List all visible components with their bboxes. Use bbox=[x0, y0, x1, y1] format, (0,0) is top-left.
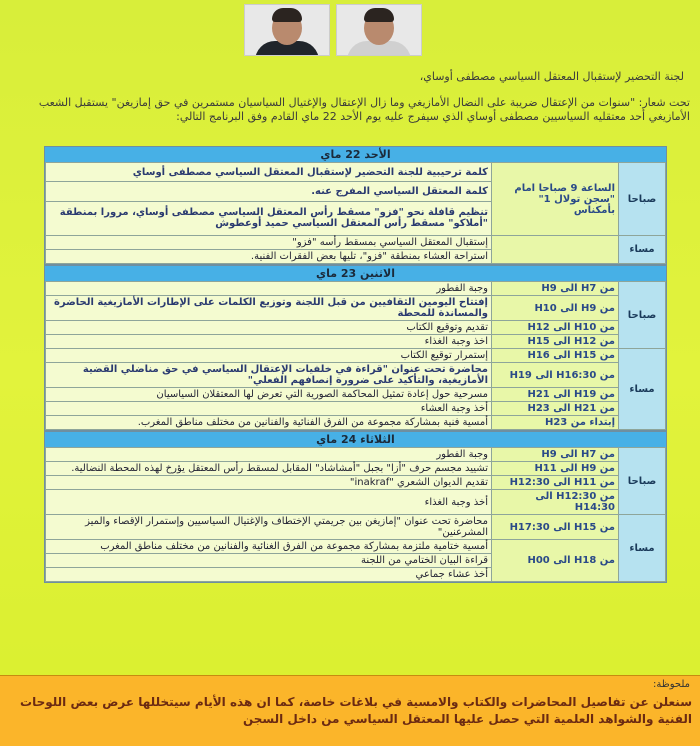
activity-cell: مسرحية حول إعادة تمثيل المحاكمة الصورية التي تعرض لها المعتقلان السياسيان bbox=[46, 388, 492, 402]
portraits bbox=[244, 4, 434, 54]
time-cell: الساعة 9 صباحا امام "سجن تولال 1" بأمكناس bbox=[492, 163, 619, 236]
table-row bbox=[46, 321, 666, 335]
table-row bbox=[46, 236, 666, 250]
activity-cell: تقديم الديوان الشعري "inakraf" bbox=[46, 476, 492, 490]
intro-line-2: تحت شعار: "سنوات من الإعتقال ضريبة على النضال الأمازيغي وما زال الإعتقال والإغتيال السياسيان مستمرين في حق إمازيغن" يستقبل الشعب الأمازيغي أحد معتقليه السياسيين مصطفى أوساي الذي سيفرج عليه يوم الأحد 22 ماي القادم وفق البرنامج التالي: bbox=[38, 96, 690, 123]
activity-cell: وجبة الفطور bbox=[46, 448, 492, 462]
period-cell: مساء bbox=[619, 349, 666, 430]
activity-cell: إستمرار توقيع الكتاب bbox=[46, 349, 492, 363]
time-cell: من H18 الى H00 bbox=[492, 540, 619, 582]
activity-cell: أمسية فنية بمشاركة مجموعة من الفرق الفنائية والفنانين من مختلف مناطق المغرب. bbox=[46, 416, 492, 430]
activity-cell: كلمة المعتقل السياسي المفرج عنه. bbox=[46, 182, 492, 201]
note-box bbox=[0, 675, 700, 746]
table-row bbox=[46, 349, 666, 363]
activity-cell: أمسية ختامية ملتزمة بمشاركة مجموعة من الفرق الغنائية والفنانين من مختلف مناطق المغرب bbox=[46, 540, 492, 554]
time-cell: من H15 الى H16 bbox=[492, 349, 619, 363]
day-table-sunday bbox=[45, 162, 666, 264]
time-cell: من H19 الى H21 bbox=[492, 388, 619, 402]
activity-cell: كلمة ترحيبية للجنة التحضير لإستقبال المعتقل السياسي مصطفى أوساي bbox=[46, 163, 492, 182]
activity-cell: محاضرة تحت عنوان "قراءة في خلفيات الإعتقال السياسي في حق مناضلي القضية الأمازيغية، والتأكيد على ضرورة إنصافهم الفعلي" bbox=[46, 363, 492, 388]
intro-line-1: لجنة التحضير لإستقبال المعتقل السياسي مصطفى أوساي، bbox=[419, 70, 684, 83]
day-table-monday bbox=[45, 281, 666, 430]
activity-cell: اخذ وجبة الغذاء bbox=[46, 335, 492, 349]
activity-cell: تشييد مجسم حرف "أزا" بجبل "أمشاشاد" المقابل لمسقط رأس المعتقل يؤرخ لهذه المحطة النضالية. bbox=[46, 462, 492, 476]
table-row bbox=[46, 540, 666, 554]
note-text: سنعلن عن تفاصيل المحاضرات والكتاب والامسية في بلاغات خاصة، كما ان هذه الأيام سيتخللها عرض بعض اللوحات الفنية والشواهد العلمية التي حصل عليها المعتقل السياسي من داخل السجن bbox=[20, 695, 692, 726]
time-cell: إبتداء من H23 bbox=[492, 416, 619, 430]
table-row bbox=[46, 282, 666, 296]
table-row bbox=[46, 388, 666, 402]
schedule-table bbox=[44, 146, 667, 583]
time-cell: من H16:30 الى H19 bbox=[492, 363, 619, 388]
period-cell: مساء bbox=[619, 515, 666, 582]
portrait-photo-2 bbox=[336, 4, 422, 56]
table-row bbox=[46, 163, 666, 182]
table-row bbox=[46, 515, 666, 540]
activity-cell: محاضرة تحت عنوان "إمازيغن بين جريمتي الإختطاف والإغتيال السياسيين وإستمرار الإقصاء والميز المشرعنين" bbox=[46, 515, 492, 540]
table-row bbox=[46, 416, 666, 430]
time-cell: من H12:30 الى H14:30 bbox=[492, 490, 619, 515]
time-cell: من H11 الى H12:30 bbox=[492, 476, 619, 490]
table-row bbox=[46, 448, 666, 462]
activity-cell: أخذ وجبة العشاء bbox=[46, 402, 492, 416]
portrait-photo-1 bbox=[244, 4, 330, 56]
activity-cell: وجبة الفطور bbox=[46, 282, 492, 296]
day-header-tuesday: الثلاثاء 24 ماي bbox=[45, 432, 666, 447]
day-header-monday: الاثنين 23 ماي bbox=[45, 266, 666, 281]
time-cell bbox=[492, 236, 619, 264]
activity-cell: تنظيم قافلة نحو "فزو" مسقط رأس المعتقل السياسي مصطفى أوساي، مرورا بمنطقة "أملاكو" مسقط رأس المعتقل السياسي حميد أوعطوش bbox=[46, 201, 492, 235]
activity-cell: أخذ عشاء جماعي bbox=[46, 568, 492, 582]
time-cell: من H9 الى H11 bbox=[492, 462, 619, 476]
activity-cell: إفتتاح اليومين الثقافيين من قبل اللجنة وتوزيع الكلمات على الإطارات الأمازيغية الحاضرة والمساندة للمحطة bbox=[46, 296, 492, 321]
day-table-tuesday bbox=[45, 447, 666, 582]
time-cell: من H12 الى H15 bbox=[492, 335, 619, 349]
activity-cell: قراءة البيان الختامي من اللجنة bbox=[46, 554, 492, 568]
note-title: ملحوظة: bbox=[653, 679, 690, 690]
time-cell: من H9 الى H10 bbox=[492, 296, 619, 321]
table-row bbox=[46, 363, 666, 388]
activity-cell: أخذ وجبة الغذاء bbox=[46, 490, 492, 515]
period-cell: صباحا bbox=[619, 448, 666, 515]
table-row bbox=[46, 476, 666, 490]
table-row bbox=[46, 490, 666, 515]
time-cell: من H7 الى H9 bbox=[492, 448, 619, 462]
activity-cell: إستقبال المعتقل السياسي بمسقط رأسه "فزو" bbox=[46, 236, 492, 250]
day-header-sunday: الأحد 22 ماي bbox=[45, 147, 666, 162]
time-cell: من H21 الى H23 bbox=[492, 402, 619, 416]
time-cell: من H15 الى H17:30 bbox=[492, 515, 619, 540]
activity-cell: تقديم وتوقيع الكتاب bbox=[46, 321, 492, 335]
table-row bbox=[46, 296, 666, 321]
table-row bbox=[46, 402, 666, 416]
period-cell: صباحا bbox=[619, 282, 666, 349]
table-row bbox=[46, 335, 666, 349]
period-cell: صباحا bbox=[619, 163, 666, 236]
intro-text bbox=[10, 70, 690, 124]
table-row bbox=[46, 462, 666, 476]
time-cell: من H10 الى H12 bbox=[492, 321, 619, 335]
period-cell: مساء bbox=[619, 236, 666, 264]
time-cell: من H7 الى H9 bbox=[492, 282, 619, 296]
activity-cell: استراحة العشاء بمنطقة "فزو"، تليها بعض الفقرات الفنية. bbox=[46, 250, 492, 264]
